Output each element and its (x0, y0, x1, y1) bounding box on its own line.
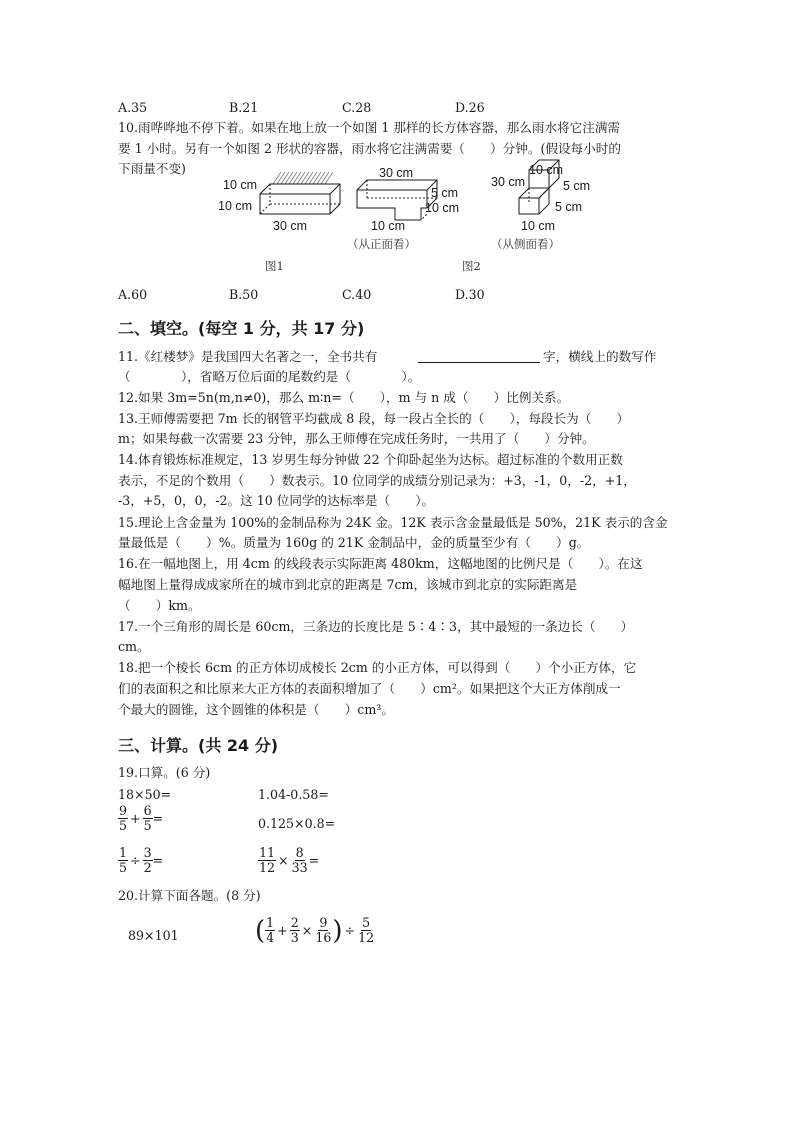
fig1-height-label: 10 cm (223, 178, 258, 192)
oral-1b: 1.04-0.58= (258, 787, 329, 802)
figure-2-side-view (487, 160, 602, 256)
fig1-caption: 图1 (265, 259, 284, 273)
fig2-caption: 图2 (462, 259, 481, 273)
q9-option-a: A.35 (118, 100, 148, 115)
fig2-side-view-caption: （从侧面看） (491, 237, 560, 251)
section-3-title: 三、计算。(共 24 分) (118, 736, 279, 755)
figure-1-cuboid (215, 164, 345, 276)
q10-line-3: 下雨量不变) (118, 161, 186, 176)
fig2-side-bottom-label: 10 cm (521, 219, 556, 233)
q10-option-d: D.30 (455, 287, 485, 302)
q14-line-1: 14.体育锻炼标准规定，13 岁男生每分钟做 22 个仰卧起坐为达标。超过标准的个数用正数 (118, 452, 623, 467)
q9-option-b: B.21 (229, 100, 259, 115)
fig2-front-bottom-label: 10 cm (371, 219, 406, 233)
oral-2b: 0.125×0.8= (258, 816, 336, 831)
q19-heading: 19.口算。(6 分) (118, 765, 211, 780)
fig2-side-top-label: 10 cm (529, 163, 564, 177)
q14-line-3: -3，+5，0，0，-2。这 10 位同学的达标率是（ ）。 (118, 493, 435, 508)
oral-3a: $\frac{1}{5}$ ÷ $\frac{3}{2}$ = (119, 845, 164, 875)
calc-b: ( 1 4 + $\frac{2}{3}$ × $\frac{9}{16}$ ) ÷ $\frac{5}{12}$ (255, 915, 375, 946)
q10-option-b: B.50 (229, 287, 259, 302)
q13-line-1: 13.王师傅需要把 7m 长的钢管平均截成 8 段，每一段占全长的（ ），每段长为（ ） (118, 411, 630, 426)
q11-line-1-start: 11.《红楼梦》是我国四大名著之一，全书共有 (118, 349, 378, 364)
fig1-width-label: 10 cm (218, 199, 253, 213)
oral-1a: 18×50= (118, 787, 172, 802)
q15-line-1: 15.理论上含金量为 100%的金制品称为 24K 金。12K 表示含金量最低是 50%，21K 表示的含金 (118, 515, 668, 530)
q9-option-c: C.28 (342, 100, 372, 115)
q10-line-1: 10.雨哗哗地不停下着。如果在地上放一个如图 1 那样的长方体容器，那么雨水将它注满需 (118, 120, 621, 135)
q11-line-2: （ ），省略万位后面的尾数约是（ ）。 (118, 369, 421, 384)
q17-line-1: 17.一个三角形的周长是 60cm，三条边的长度比是 5∶4∶3，其中最短的一条边长（ ） (118, 619, 634, 634)
q11-answer-blank (418, 362, 540, 363)
fig1-length-label: 30 cm (273, 219, 308, 233)
fig2-front-view-caption: （从正面看） (347, 237, 416, 251)
q12-line: 12.如果 3m=5n(m,n≠0)，那么 m∶n=（ ），m 与 n 成（ ）比例关系。 (118, 390, 570, 405)
q16-line-3: （ ）km。 (118, 598, 201, 613)
section-2-title: 二、填空。(每空 1 分，共 17 分) (118, 319, 365, 338)
q14-line-2: 表示，不足的个数用（ ）数表示。10 位同学的成绩分别记录为：+3，-1，0，-2，+1， (118, 473, 636, 488)
q20-heading: 20.计算下面各题。(8 分) (118, 888, 261, 903)
calc-a: 89×101 (128, 928, 179, 943)
q11-line-1-end: 字，横线上的数写作 (543, 349, 657, 364)
q17-line-2: cm。 (118, 639, 150, 654)
q16-line-2: 幅地图上量得成成家所在的城市到北京的距离是 7cm，该城市到北京的实际距离是 (118, 577, 578, 592)
fig2-side-right-top-label: 5 cm (563, 179, 591, 193)
figure-2-front-view (347, 166, 470, 256)
oral-2a: 9 5 + $\frac{6}{5}$ = (119, 803, 164, 833)
q10-line-2: 要 1 小时。另有一个如图 2 形状的容器，雨水将它注满需要（ ）分钟。(假设每小时的 (118, 141, 621, 156)
q16-line-1: 16.在一幅地图上，用 4cm 的线段表示实际距离 480km，这幅地图的比例尺是（ ）。在这 (118, 556, 643, 571)
fig2-side-right-bottom-label: 5 cm (555, 200, 583, 214)
q18-line-2: 们的表面积之和比原来大正方体的表面积增加了（ ）cm²。如果把这个大正方体削成一 (118, 681, 621, 696)
fig2-front-top-label: 30 cm (379, 166, 414, 180)
q13-line-2: m；如果每截一次需要 23 分钟，那么王师傅在完成任务时，一共用了（ ）分钟。 (118, 431, 595, 446)
fig2-side-left-label: 30 cm (491, 175, 526, 189)
q10-option-c: C.40 (342, 287, 372, 302)
q15-line-2: 量最低是（ ）%。质量为 160g 的 21K 金制品中，金的质量至少有（ ）g。 (118, 535, 590, 550)
fig2-front-right-bottom-label: 10 cm (425, 201, 460, 215)
fig2-front-right-top-label: 5 cm (431, 186, 459, 200)
q18-line-1: 18.把一个棱长 6cm 的正方体切成棱长 2cm 的小正方体，可以得到（ ）个小正方体，它 (118, 660, 637, 675)
q10-option-a: A.60 (118, 287, 148, 302)
q18-line-3: 个最大的圆锥，这个圆锥的体积是（ ）cm³。 (118, 702, 394, 717)
q9-option-d: D.26 (455, 100, 485, 115)
oral-3b: $\frac{11}{12}$ × $\frac{8}{33}$ = (259, 845, 320, 875)
